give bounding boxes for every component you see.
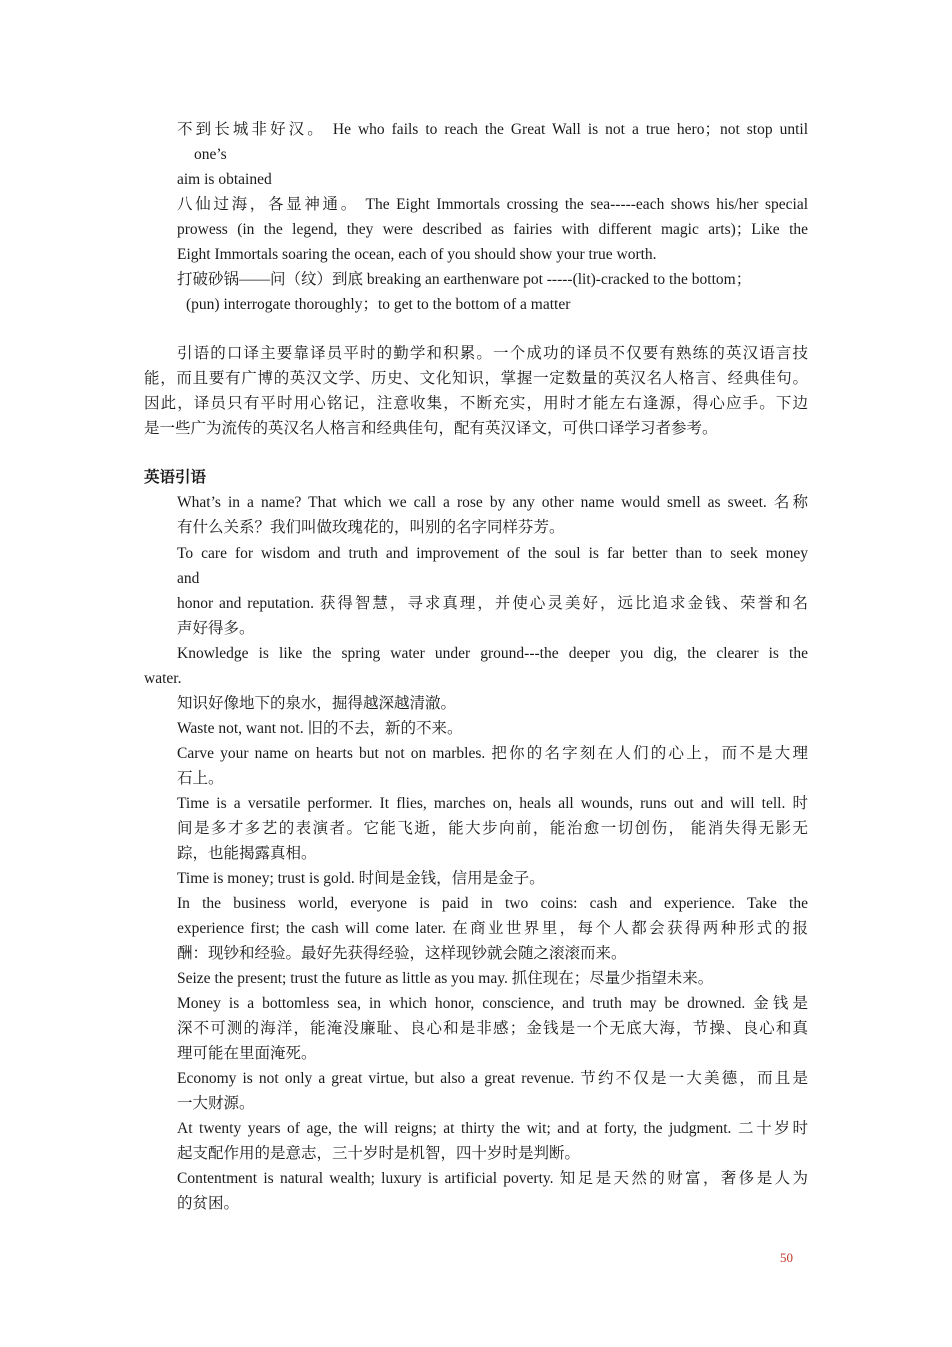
- quote-line: In the business world, everyone is paid in two coins: cash and experience. Take the: [177, 895, 808, 912]
- quote-line: and: [177, 570, 200, 587]
- quote-line: 深不可测的海洋，能淹没廉耻、良心和是非感；金钱是一个无底大海，节操、良心和真: [177, 1020, 808, 1037]
- quote-line: water.: [144, 670, 182, 687]
- quote-line: 理可能在里面淹死。: [177, 1045, 317, 1062]
- idiom-line: 不到长城非好汉。 He who fails to reach the Great Wall is not a true hero；not stop until: [177, 121, 808, 138]
- quote-line: honor and reputation. 获得智慧，寻求真理，并使心灵美好，远比追求金钱、荣誉和名: [177, 595, 808, 612]
- quote-line: At twenty years of age, the will reigns; at thirty the wit; and at forty, the judgment. 二十岁时: [177, 1120, 808, 1137]
- quote-line: Knowledge is like the spring water under ground---the deeper you dig, the clearer is the: [177, 645, 808, 662]
- idiom-line: prowess (in the legend, they were described as fairies with different magic arts)；Like the: [177, 221, 808, 238]
- quote-line: 间是多才多艺的表演者。它能飞逝，能大步向前，能治愈一切创伤， 能消失得无影无: [177, 820, 808, 837]
- quote-line: Seize the present; trust the future as little as you may. 抓住现在；尽量少指望未来。: [177, 970, 714, 987]
- quote-line: 有什么关系？我们叫做玫瑰花的，叫别的名字同样芬芳。: [177, 519, 565, 536]
- quote-line: 一大财源。: [177, 1095, 255, 1112]
- quote-line: Time is money; trust is gold. 时间是金钱，信用是金子。: [177, 870, 545, 887]
- quote-line: Contentment is natural wealth; luxury is artificial poverty. 知足是天然的财富，奢侈是人为: [177, 1170, 808, 1187]
- idiom-line: Eight Immortals soaring the ocean, each of you should show your true worth.: [177, 246, 657, 263]
- section-heading: 英语引语: [144, 468, 207, 486]
- idiom-line: 打破砂锅——问（纹）到底 breaking an earthenware pot -----(lit)-cracked to the bottom；: [177, 271, 752, 288]
- quote-line: Economy is not only a great virtue, but also a great revenue. 节约不仅是一大美德，而且是: [177, 1070, 808, 1087]
- idiom-line: one’s: [194, 146, 227, 163]
- idiom-line: 八仙过海，各显神通。 The Eight Immortals crossing the sea-----each shows his/her special: [177, 196, 808, 213]
- quote-line: 声好得多。: [177, 620, 255, 637]
- quote-line: Waste not, want not. 旧的不去，新的不来。: [177, 720, 463, 737]
- quote-line: 石上。: [177, 770, 224, 787]
- quote-line: What’s in a name? That which we call a rose by any other name would smell as sweet. 名称: [177, 494, 808, 511]
- intro-line: 因此，译员只有平时用心铭记，注意收集，不断充实，用时才能左右逢源，得心应手。下边: [144, 395, 808, 412]
- quote-line: To care for wisdom and truth and improvement of the soul is far better than to seek money: [177, 545, 808, 562]
- quote-line: Carve your name on hearts but not on marbles. 把你的名字刻在人们的心上，而不是大理: [177, 745, 808, 762]
- quote-line: Time is a versatile performer. It flies, marches on, heals all wounds, runs out and will tell. 时: [177, 795, 808, 812]
- intro-line: 是一些广为流传的英汉名人格言和经典佳句，配有英汉译文，可供口译学习者参考。: [144, 420, 718, 437]
- intro-line: 能，而且要有广博的英汉文学、历史、文化知识，掌握一定数量的英汉名人格言、经典佳句。: [144, 370, 808, 387]
- quote-line: 酬：现钞和经验。最好先获得经验，这样现钞就会随之滚滚而来。: [177, 945, 627, 962]
- quote-line: experience first; the cash will come later. 在商业世界里，每个人都会获得两种形式的报: [177, 920, 808, 937]
- page-number: 50: [780, 1250, 793, 1265]
- quote-line: 知识好像地下的泉水，掘得越深越清澈。: [177, 695, 457, 712]
- quote-line: Money is a bottomless sea, in which honor, conscience, and truth may be drowned. 金钱是: [177, 995, 808, 1012]
- quote-line: 起支配作用的是意志，三十岁时是机智，四十岁时是判断。: [177, 1145, 581, 1162]
- quote-line: 的贫困。: [177, 1195, 240, 1212]
- intro-line: 引语的口译主要靠译员平时的勤学和积累。一个成功的译员不仅要有熟练的英汉语言技: [177, 345, 808, 362]
- idiom-line: (pun) interrogate thoroughly；to get to the bottom of a matter: [186, 296, 571, 313]
- quote-line: 踪，也能揭露真相。: [177, 845, 317, 862]
- idiom-line: aim is obtained: [177, 171, 272, 188]
